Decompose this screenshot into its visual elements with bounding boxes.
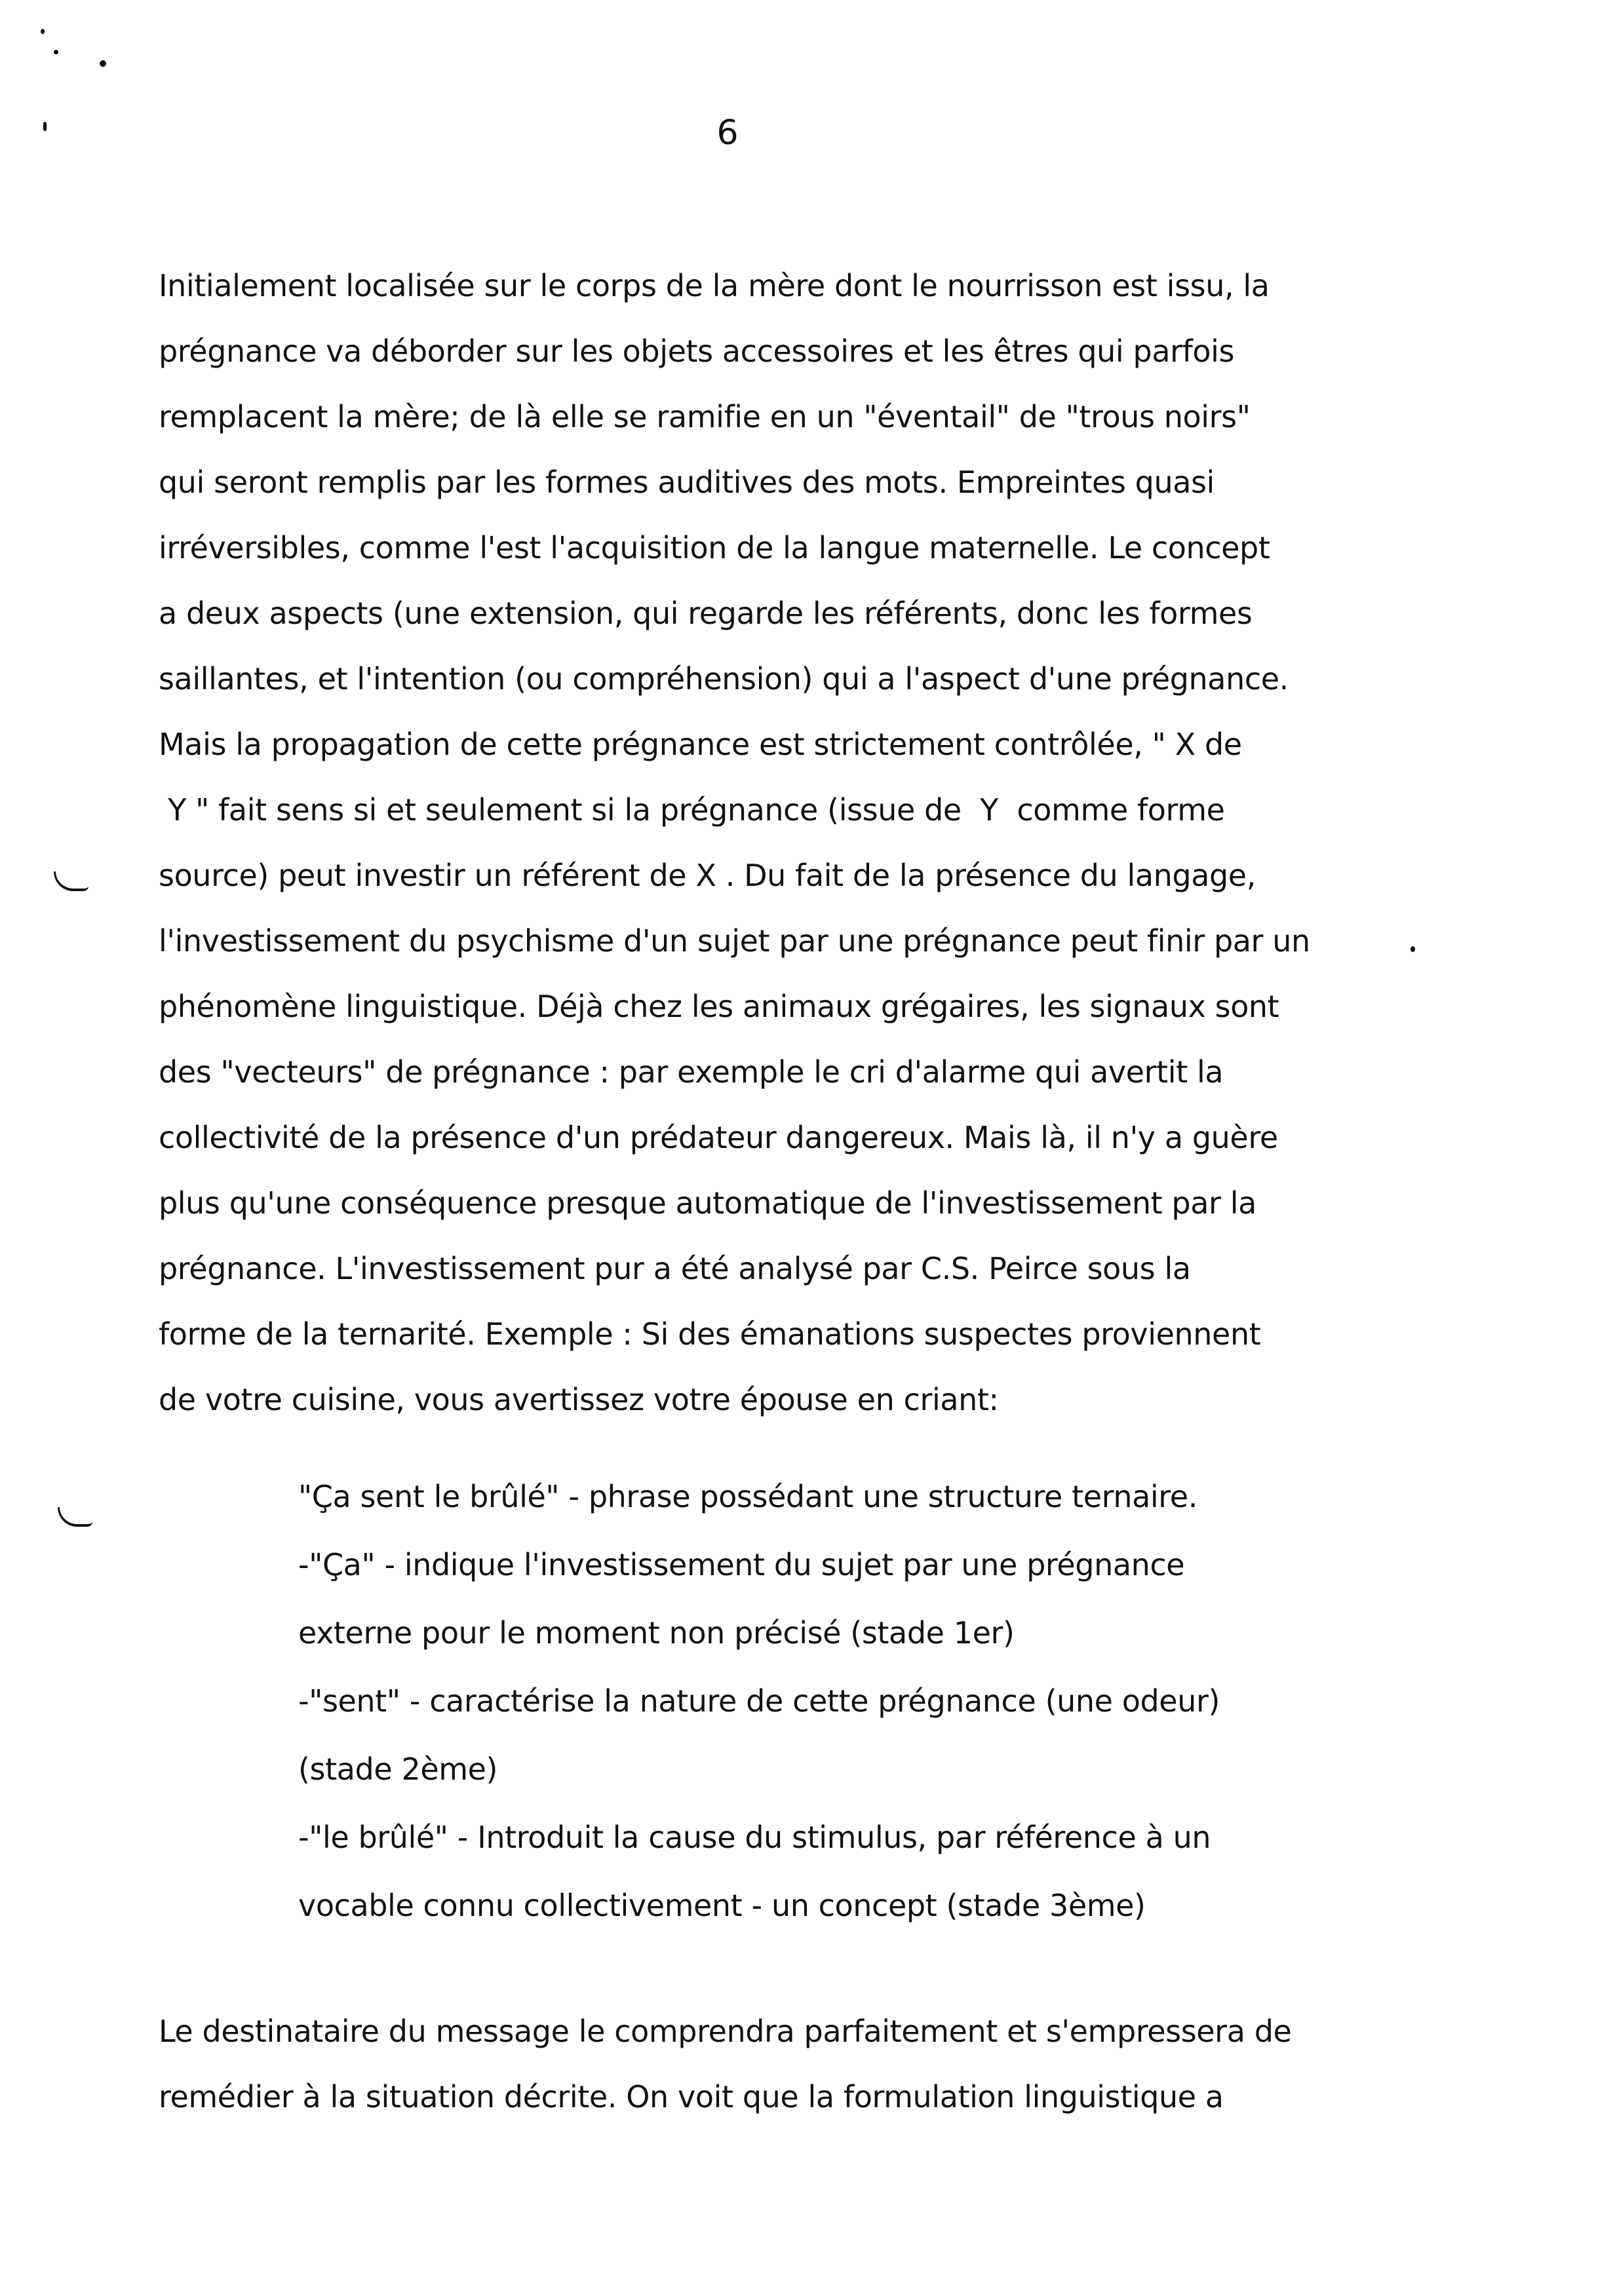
text-line: l'investissement du psychisme d'un sujet par une prégnance peut finir par un xyxy=(159,923,1310,959)
text-line: a deux aspects (une extension, qui regarde les référents, donc les formes xyxy=(159,596,1253,631)
text-line: qui seront remplis par les formes auditives des mots. Empreintes quasi xyxy=(159,465,1215,500)
text-line: de votre cuisine, vous avertissez votre épouse en criant: xyxy=(159,1382,999,1417)
scan-speck xyxy=(1411,946,1415,952)
text-line: irréversibles, comme l'est l'acquisition de la langue maternelle. Le concept xyxy=(159,530,1270,565)
text-line: plus qu'une conséquence presque automatique de l'investissement par la xyxy=(159,1185,1256,1221)
text-line: saillantes, et l'intention (ou compréhension) qui a l'aspect d'une prégnance. xyxy=(159,661,1289,697)
text-line: Initialement localisée sur le corps de la mère dont le nourrisson est issu, la xyxy=(159,268,1270,303)
text-line: remédier à la situation décrite. On voit que la formulation linguistique a xyxy=(159,2079,1224,2114)
scan-speck xyxy=(41,29,45,34)
text-line: des "vecteurs" de prégnance : par exemple le cri d'alarme qui avertit la xyxy=(159,1054,1224,1090)
margin-mark xyxy=(58,1507,92,1527)
text-line: source) peut investir un référent de X . Du fait de la présence du langage, xyxy=(159,858,1256,893)
example-line: vocable connu collectivement - un concept (stade 3ème) xyxy=(298,1888,1146,1923)
example-block xyxy=(298,1463,1347,1940)
paragraph-2 xyxy=(159,1999,1358,2130)
example-line: "Ça sent le brûlé" - phrase possédant une structure ternaire. xyxy=(298,1479,1197,1514)
page-number: 6 xyxy=(716,113,739,153)
example-line: -"sent" - caractérise la nature de cette prégnance (une odeur) xyxy=(298,1683,1220,1719)
text-line: collectivité de la présence d'un prédateur dangereux. Mais là, il n'y a guère xyxy=(159,1120,1278,1155)
margin-mark xyxy=(54,871,88,891)
example-line: (stade 2ème) xyxy=(298,1751,498,1787)
example-line: externe pour le moment non précisé (stade 1er) xyxy=(298,1615,1015,1651)
scan-speck xyxy=(100,60,106,67)
text-line: remplacent la mère; de là elle se ramifie en un "éventail" de "trous noirs" xyxy=(159,399,1251,434)
text-line: Y " fait sens si et seulement si la prégnance (issue de Y comme forme xyxy=(159,792,1225,828)
text-line: phénomène linguistique. Déjà chez les animaux grégaires, les signaux sont xyxy=(159,989,1279,1024)
text-line: prégnance va déborder sur les objets accessoires et les êtres qui parfois xyxy=(159,334,1235,369)
example-line: -"le brûlé" - Introduit la cause du stimulus, par référence à un xyxy=(298,1820,1211,1855)
text-line: prégnance. L'investissement pur a été analysé par C.S. Peirce sous la xyxy=(159,1251,1191,1286)
example-line: -"Ça" - indique l'investissement du sujet par une prégnance xyxy=(298,1547,1185,1582)
scan-speck xyxy=(43,122,47,131)
text-line: forme de la ternarité. Exemple : Si des émanations suspectes proviennent xyxy=(159,1316,1261,1352)
text-line: Le destinataire du message le comprendra parfaitement et s'empressera de xyxy=(159,2014,1292,2049)
text-line: Mais la propagation de cette prégnance est strictement contrôlée, " X de xyxy=(159,727,1242,762)
paragraph-1 xyxy=(159,253,1358,1432)
scan-speck xyxy=(54,50,58,54)
